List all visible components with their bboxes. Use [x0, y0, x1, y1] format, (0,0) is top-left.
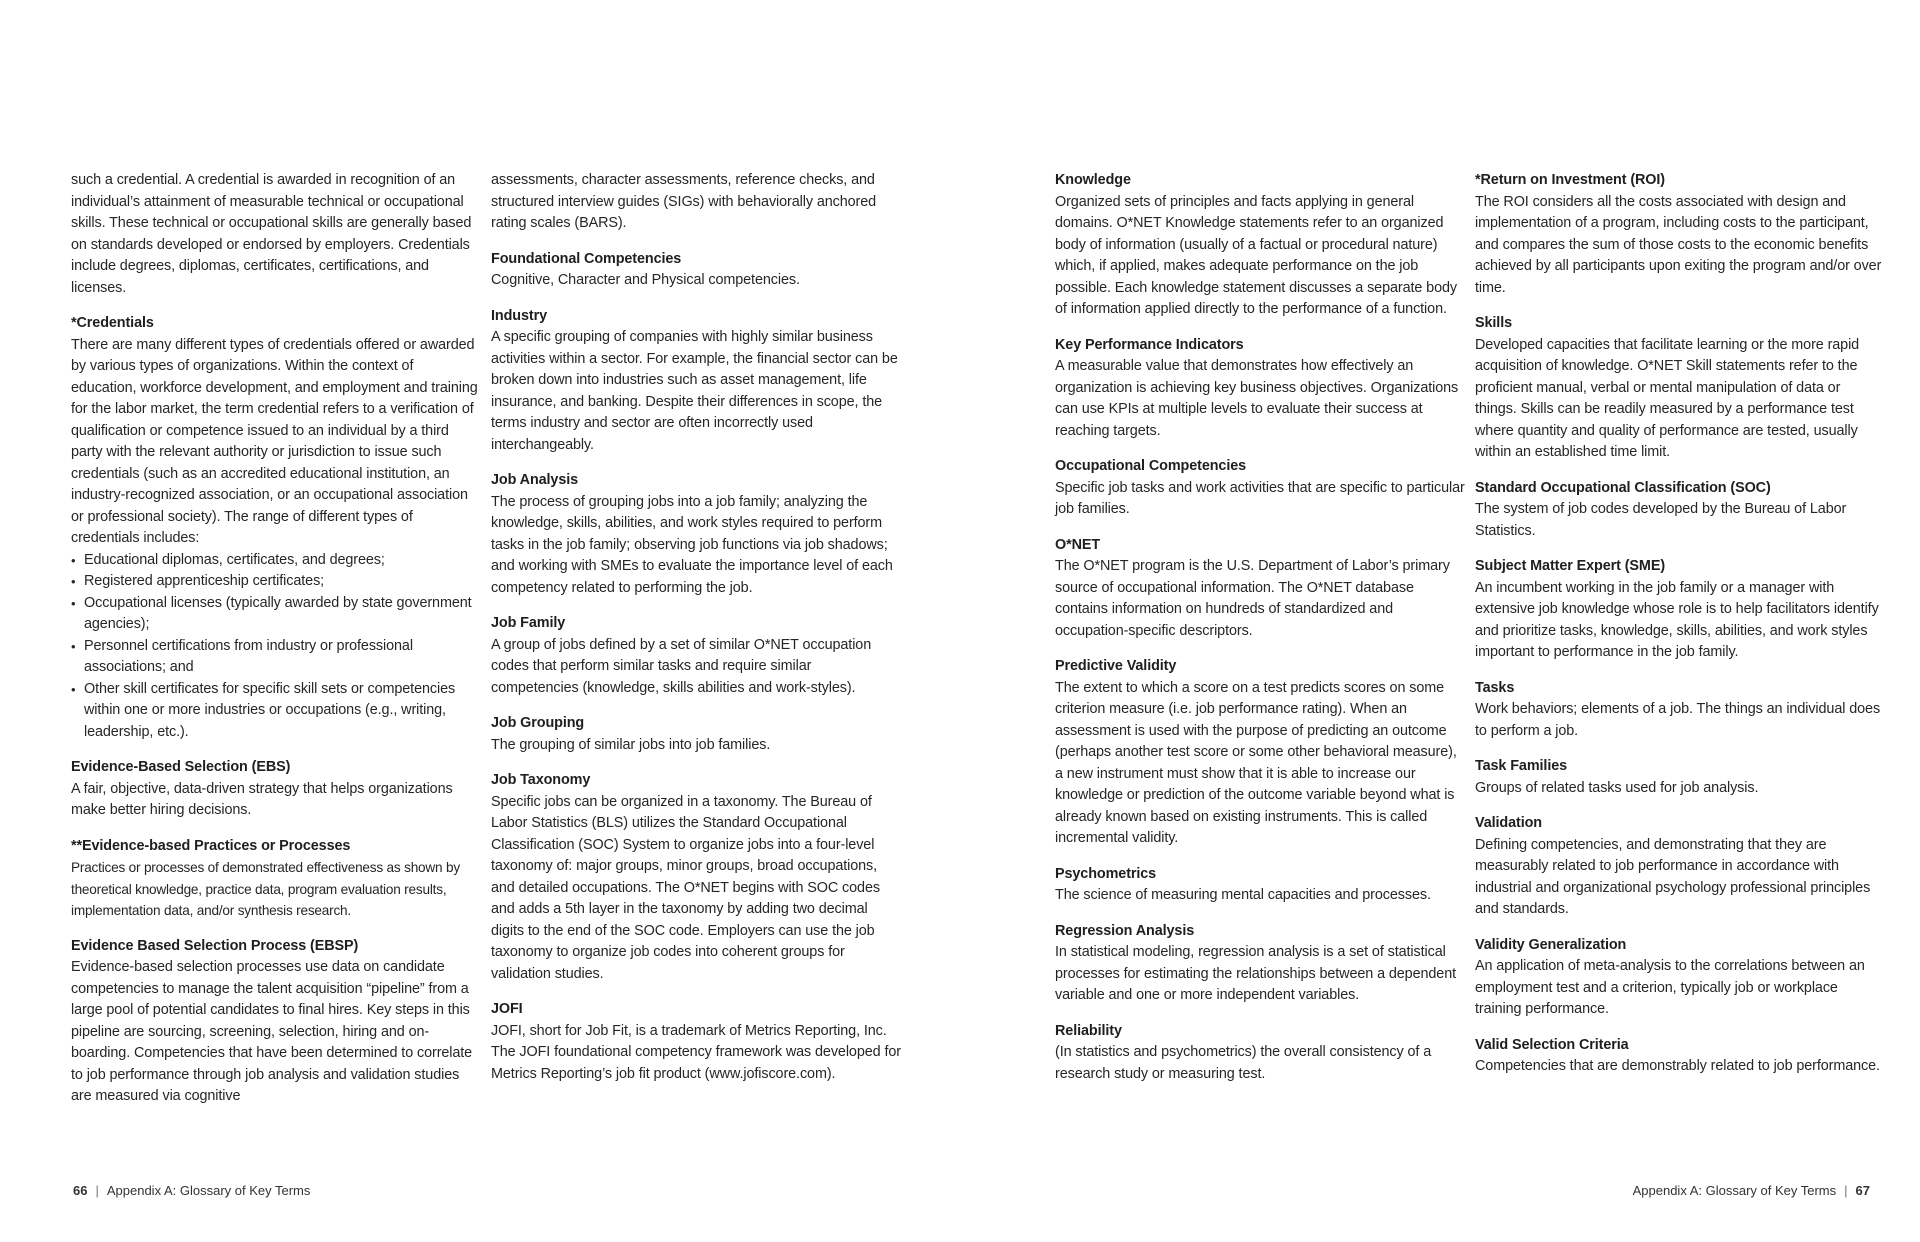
bullet-item: • Personnel certifications from industry or professional associations; and	[84, 636, 481, 679]
definition-job-family: A group of jobs defined by a set of similar O*NET occupation codes that perform similar tasks and require similar competencies (knowledge, skills abilities and work-styles).	[491, 636, 872, 696]
term-task-families: Task Families	[1475, 758, 1568, 774]
definition-predictive-validity: The extent to which a score on a test predicts scores on some criterion measure (i.e. job performance rating). When an assessment is used with the purpose of predicting an outcome (perhaps another test score or some other behavioral measure), a new instrument must show that it is able to increase our knowledge or prediction of the outcome variable beyond what is already known based on existing instruments. This is called incremental validity.	[1055, 679, 1457, 846]
term-reliability: Reliability	[1055, 1022, 1122, 1039]
credential-continuation	[71, 170, 481, 299]
glossary-entry-job-analysis	[491, 470, 901, 599]
term-validation: Validation	[1475, 815, 1542, 831]
ebsp-continuation	[491, 170, 901, 235]
definition-kpi: A measurable value that demonstrates how effectively an organization is achieving key business objectives. Organizations can use KPIs at multiple levels to evaluate their success at reaching targets.	[1055, 358, 1459, 439]
term-foundational-competencies: Foundational Competencies	[491, 250, 682, 267]
bullet-item: • Occupational licenses (typically awarded by state government agencies);	[84, 593, 481, 636]
definition-job-analysis: The process of grouping jobs into a job family; analyzing the knowledge, skills, abilities, and work styles required to perform tasks in the job family; observing job functions via job shadows; and working with SMEs to evaluate the importance level of each competency related to performing the job.	[491, 493, 893, 596]
bullet-item: • Other skill certificates for specific skill sets or competencies within one or more industries or occupations (e.g., writing, leadership, etc.).	[84, 679, 481, 744]
glossary-entry-jofi	[491, 999, 901, 1085]
glossary-entry-kpi	[1055, 335, 1465, 443]
definition-ebs: A fair, objective, data-driven strategy that helps organizations make better hiring decisions.	[71, 780, 453, 818]
definition-evidence-based-practices: Practices or processes of demonstrated effectiveness as shown by theoretical knowledge, practice data, program evaluation results, implementation data, and/or synthesis research.	[71, 860, 460, 918]
glossary-entry-job-grouping	[491, 713, 901, 756]
glossary-entry-reliability	[1055, 1021, 1465, 1086]
glossary-entry-ebsp	[71, 936, 481, 1108]
term-soc: Standard Occupational Classification (SOC)	[1475, 479, 1771, 496]
term-ebs: Evidence-Based Selection (EBS)	[71, 759, 291, 775]
glossary-entry-validity-generalization	[1475, 935, 1885, 1021]
continuation-text: such a credential. A credential is awarded in recognition of an individual’s attainment of measurable technical or occupational skills. These technical or occupational skills are generally based on standards developed or endorsed by employers. Credentials include degrees, diplomas, certificates, certifications, and licenses.	[71, 172, 472, 296]
definition-ebsp: Evidence-based selection processes use data on candidate competencies to manage the talent acquisition “pipeline” from a large pool of potential candidates to final hires. Key steps in this pipeline are sourcing, screening, selection, hiring and on-boarding. Competencies that have been determined to correlate to job performance through job analysis and validation studies are measured via cognitive	[71, 959, 473, 1104]
term-occupational-competencies: Occupational Competencies	[1055, 458, 1247, 474]
term-ebsp: Evidence Based Selection Process (EBSP)	[71, 937, 359, 954]
definition-onet: The O*NET program is the U.S. Department of Labor’s primary source of occupational information. The O*NET database contains information on hundreds of standardized and occupation-specific descriptors.	[1055, 558, 1450, 639]
definition-foundational-competencies: Cognitive, Character and Physical competencies.	[491, 272, 800, 288]
definition-job-taxonomy: Specific jobs can be organized in a taxonomy. The Bureau of Labor Statistics (BLS) utilizes the Standard Occupational Classification (SOC) System to organize jobs into a four-level taxonomy of: major groups, minor groups, broad occupations, and detailed occupations. The O*NET begins with SOC codes and adds a 5th layer in the taxonomy by adding two decimal digits to the end of the SOC code. Employers can use the job taxonomy to organize job codes into coherent groups for validation studies.	[491, 793, 880, 982]
glossary-entry-onet	[1055, 535, 1465, 643]
definition-valid-selection-criteria: Competencies that are demonstrably related to job performance.	[1475, 1058, 1880, 1074]
definition-jofi: JOFI, short for Job Fit, is a trademark of Metrics Reporting, Inc. The JOFI foundational competency framework was developed for Metrics Reporting’s job fit product (www.jofiscore.com).	[491, 1022, 901, 1082]
glossary-entry-regression-analysis	[1055, 921, 1465, 1007]
term-credentials: *Credentials	[71, 315, 154, 331]
definition-job-grouping: The grouping of similar jobs into job families.	[491, 736, 771, 753]
glossary-entry-job-family	[491, 613, 901, 699]
term-knowledge: Knowledge	[1055, 172, 1131, 188]
glossary-entry-skills	[1475, 313, 1885, 464]
glossary-entry-industry	[491, 306, 901, 457]
bullet-item: • Registered apprenticeship certificates;	[84, 571, 481, 593]
term-job-analysis: Job Analysis	[491, 472, 579, 488]
glossary-entry-tasks	[1475, 678, 1885, 743]
definition-validity-generalization: An application of meta-analysis to the correlations between an employment test and a criterion, typically job or workplace training performance.	[1475, 958, 1865, 1017]
glossary-column-2	[491, 170, 901, 1099]
footer-title: Appendix A: Glossary of Key Terms	[106, 1183, 311, 1198]
definition-sme: An incumbent working in the job family or a manager with extensive job knowledge whose role is to help facilitators identify and prioritize tasks, knowledge, skills, abilities, and work styles important to performance in the job family.	[1475, 579, 1879, 660]
definition-skills: Developed capacities that facilitate learning or the more rapid acquisition of knowledge. O*NET Skill statements refer to the proficient manual, verbal or mental manipulation of data or things. Skills can be readily measured by a performance test where quantity and quality of performance are tested, usually within an established time limit.	[1475, 336, 1860, 460]
bullet-item: • Educational diplomas, certificates, and degrees;	[84, 550, 481, 572]
term-valid-selection-criteria: Valid Selection Criteria	[1475, 1036, 1629, 1053]
glossary-entry-roi	[1475, 170, 1885, 299]
glossary-entry-occupational-competencies	[1055, 456, 1465, 521]
glossary-entry-job-taxonomy	[491, 770, 901, 985]
term-job-grouping: Job Grouping	[491, 715, 585, 731]
definition-credentials: There are many different types of credentials offered or awarded by various types of organizations. Within the context of education, workforce development, and employment and training for the labor market, the term credential refers to a verification of qualification or competence issued to an individual by a third party with the relevant authority or jurisdiction to issue such credentials (such as an accredited educational institution, an industry-recognized association, or an occupational association or professional society). The range of different types of credentials includes:	[71, 336, 478, 546]
definition-reliability: (In statistics and psychometrics) the overall consistency of a research study or measuring test.	[1055, 1044, 1432, 1082]
term-job-taxonomy: Job Taxonomy	[491, 772, 591, 788]
definition-knowledge: Organized sets of principles and facts applying in general domains. O*NET Knowledge statements refer to an organized body of information (usually of a factual or procedural nature) which, if applied, makes adequate performance on the job possible. Each knowledge statement discusses a separate body of information applied directly to the performance of a function.	[1055, 193, 1457, 317]
definition-tasks: Work behaviors; elements of a job. The things an individual does to perform a job.	[1475, 701, 1881, 739]
term-sme: Subject Matter Expert (SME)	[1475, 558, 1666, 574]
term-tasks: Tasks	[1475, 679, 1515, 696]
definition-psychometrics: The science of measuring mental capacities and processes.	[1055, 887, 1431, 903]
term-industry: Industry	[491, 307, 547, 324]
page-footer-left	[73, 1183, 310, 1198]
glossary-entry-soc	[1475, 478, 1885, 543]
definition-soc: The system of job codes developed by the Bureau of Labor Statistics.	[1475, 501, 1847, 539]
glossary-entry-sme	[1475, 556, 1885, 664]
glossary-entry-task-families	[1475, 756, 1885, 799]
page-footer-right	[1633, 1183, 1870, 1198]
glossary-column-1	[71, 170, 481, 1122]
term-jofi: JOFI	[491, 1001, 523, 1017]
credentials-bullet-list	[71, 550, 481, 744]
term-validity-generalization: Validity Generalization	[1475, 936, 1627, 953]
glossary-entry-valid-selection-criteria	[1475, 1035, 1885, 1078]
page-number: 66	[73, 1183, 88, 1198]
glossary-column-4	[1475, 170, 1885, 1092]
term-psychometrics: Psychometrics	[1055, 865, 1157, 882]
continuation-text: assessments, character assessments, reference checks, and structured interview guides (SIGs) with behaviorally anchored rating scales (BARS).	[491, 172, 877, 231]
definition-regression-analysis: In statistical modeling, regression analysis is a set of statistical processes for estimating the relationships between a dependent variable and one or more independent variables.	[1055, 944, 1456, 1003]
glossary-entry-psychometrics	[1055, 864, 1465, 907]
glossary-column-3	[1055, 170, 1465, 1099]
glossary-entry-foundational-competencies	[491, 249, 901, 292]
definition-roi: The ROI considers all the costs associated with design and implementation of a program, including costs to the participant, and compares the sum of those costs to the economic benefits achieved by all participants upon exiting the program and/or over time.	[1475, 193, 1882, 296]
definition-occupational-competencies: Specific job tasks and work activities that are specific to particular job families.	[1055, 479, 1465, 517]
glossary-entry-knowledge	[1055, 170, 1465, 321]
glossary-entry-predictive-validity	[1055, 656, 1465, 850]
glossary-entry-credentials	[71, 313, 481, 743]
definition-validation: Defining competencies, and demonstrating that they are measurably related to job performance in accordance with industrial and organizational psychology professional principles and standards.	[1475, 836, 1871, 917]
glossary-entry-validation	[1475, 813, 1885, 921]
term-skills: Skills	[1475, 315, 1512, 331]
definition-industry: A specific grouping of companies with highly similar business activities within a sector. For example, the financial sector can be broken down into industries such as asset management, life insurance, and banking. Despite their differences in scope, the terms industry and sector are often incorrectly used interchangeably.	[491, 329, 898, 453]
term-predictive-validity: Predictive Validity	[1055, 658, 1177, 674]
footer-separator: |	[1844, 1183, 1848, 1198]
term-job-family: Job Family	[491, 615, 566, 631]
footer-title: Appendix A: Glossary of Key Terms	[1632, 1183, 1837, 1198]
definition-task-families: Groups of related tasks used for job analysis.	[1475, 779, 1759, 796]
term-regression-analysis: Regression Analysis	[1055, 922, 1195, 939]
footer-separator: |	[95, 1183, 99, 1198]
term-roi: *Return on Investment (ROI)	[1475, 172, 1665, 188]
term-evidence-based-practices: **Evidence-based Practices or Processes	[71, 837, 351, 854]
glossary-entry-evidence-based-practices	[71, 836, 481, 922]
term-kpi: Key Performance Indicators	[1055, 336, 1244, 353]
glossary-entry-ebs	[71, 757, 481, 822]
page-number: 67	[1855, 1183, 1870, 1198]
term-onet: O*NET	[1055, 536, 1101, 553]
